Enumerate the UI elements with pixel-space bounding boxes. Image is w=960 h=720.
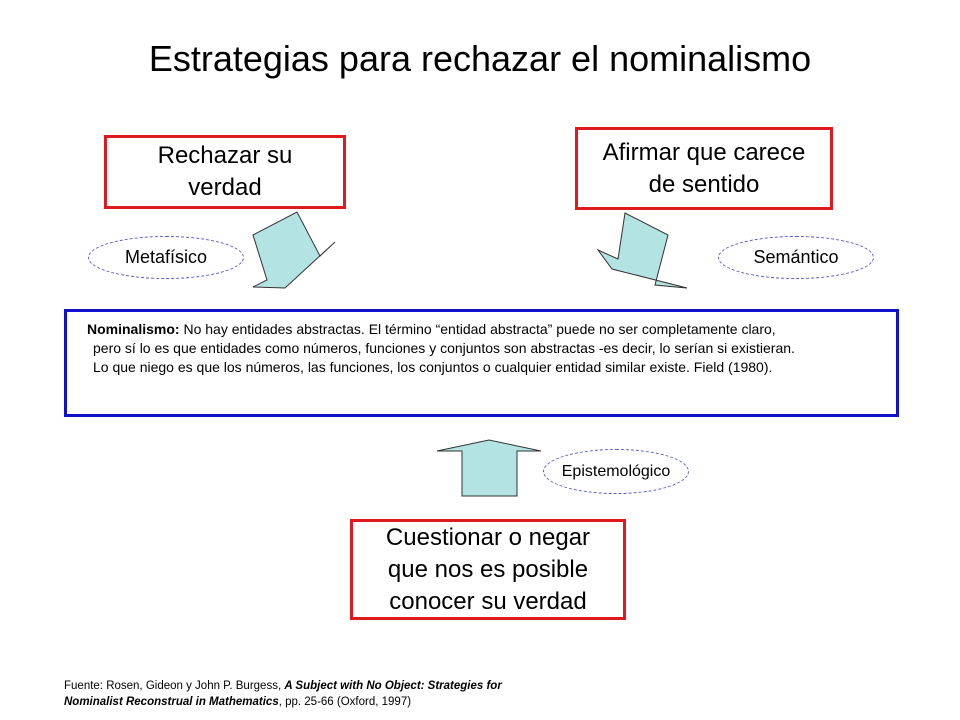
label-semantic-text: Semántico: [753, 247, 839, 267]
box-reject-truth-label: Rechazar su verdad: [157, 142, 293, 201]
source-book-title-1: A Subject with No Object: Strategies for: [284, 680, 502, 692]
source-citation: [64, 678, 502, 710]
source-book-title-2: Nominalist Reconstrual in Mathematics: [64, 696, 279, 708]
definition-line-1: [87, 320, 888, 339]
nominalism-definition-box: [64, 309, 899, 417]
arrow-up-bottom: [437, 440, 541, 496]
definition-term: Nominalismo:: [87, 321, 180, 337]
label-epistemological-text: Epistemológico: [561, 462, 671, 480]
arrow-down-left: [253, 212, 335, 288]
box-question-knowledge-label: Cuestionar o negar que nos es posible conocer su verdad: [385, 523, 591, 615]
definition-line-3: Lo que niego es que los números, las funciones, los conjuntos o cualquier entidad similar existe. Field (1980).: [93, 359, 773, 375]
source-prefix: Fuente: Rosen, Gideon y John P. Burgess,: [64, 680, 285, 692]
label-metaphysical-text: Metafísico: [124, 247, 208, 267]
arrow-down-right: [598, 213, 687, 288]
source-suffix: , pp. 25-66 (Oxford, 1997): [278, 696, 412, 708]
label-semantic: [718, 236, 874, 279]
box-meaningless-label: Afirmar que carece de sentido: [602, 138, 806, 198]
definition-text-1: No hay entidades abstractas. El término “entidad abstracta” puede no ser completamente claro,: [179, 321, 776, 337]
definition-line-2: pero sí lo es que entidades como números, funciones y conjuntos son abstractas -es decir, lo serían si existieran.: [93, 340, 795, 356]
label-metaphysical: [88, 236, 244, 279]
diagram-title: Estrategias para rechazar el nominalismo: [148, 38, 812, 79]
label-epistemological: [543, 449, 689, 494]
